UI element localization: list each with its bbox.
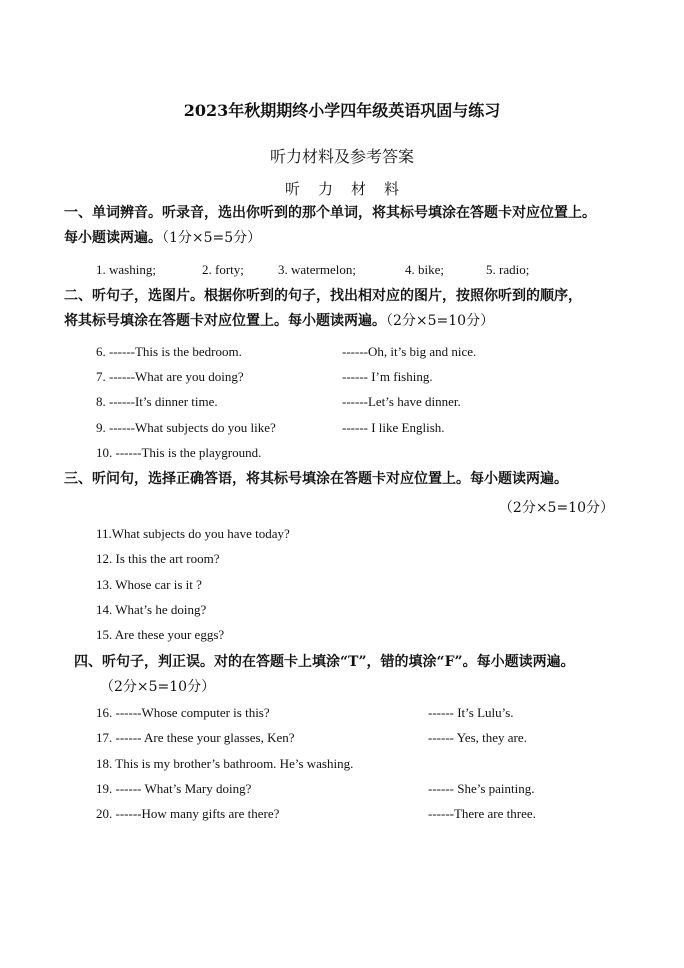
word-5: 5. radio; (486, 262, 530, 277)
section-2-score: （2分×5=10分） (386, 313, 495, 329)
section-3-score: （2分×5=10分） (498, 500, 614, 516)
answer-20: ------There are three. (428, 806, 536, 821)
word-1: 1. washing; (96, 262, 156, 277)
question-13: 13. Whose car is it ? (96, 577, 202, 592)
question-11: 11.What subjects do you have today? (96, 526, 290, 541)
answer-7: ------ I’m fishing. (342, 369, 433, 384)
section-1-label: 一、单词辨音。听录音，选出你听到的那个单词，将其标号填涂在答题卡对应位置上。 每小题读两遍。（1分×5=5分） (64, 205, 596, 246)
question-14: 14. What’s he doing? (96, 602, 207, 617)
word-4: 4. bike; (405, 262, 444, 277)
answer-9: ------ I like English. (342, 420, 445, 435)
page-subtitle: 听力材料及参考答案 (269, 147, 414, 166)
question-19: 19. ------ What’s Mary doing? (96, 781, 252, 796)
question-7: 7. ------What are you doing? (96, 369, 244, 384)
answer-8: ------Let’s have dinner. (342, 394, 461, 409)
question-6: 6. ------This is the bedroom. (96, 344, 242, 359)
answer-19: ------ She’s painting. (428, 781, 535, 796)
section-heading: 听力材料 (284, 180, 417, 198)
section-4-label: 四、听句子，判正误。对的在答题卡上填涂“T”，错的填涂“F”。每小题读两遍。 (74, 654, 575, 670)
question-12: 12. Is this the art room? (96, 551, 220, 566)
word-3: 3. watermelon; (278, 262, 356, 277)
question-20: 20. ------How many gifts are there? (96, 806, 280, 821)
question-15: 15. Are these your eggs? (96, 627, 225, 642)
question-9: 9. ------What subjects do you like? (96, 420, 276, 435)
question-10: 10. ------This is the playground. (96, 445, 262, 460)
question-17: 17. ------ Are these your glasses, Ken? (96, 730, 295, 745)
answer-17: ------ Yes, they are. (428, 730, 527, 745)
question-18: 18. This is my brother’s bathroom. He’s washing. (96, 756, 354, 771)
question-16: 16. ------Whose computer is this? (96, 705, 270, 720)
page-title: 2023年秋期期终小学四年级英语巩固与练习 (183, 101, 501, 120)
section-1-score: （1分×5=5分） (162, 230, 262, 246)
section-3-label: 三、听问句，选择正确答语，将其标号填涂在答题卡对应位置上。每小题读两遍。 (64, 471, 568, 487)
section-4-score: （2分×5=10分） (100, 679, 216, 695)
question-8: 8. ------It’s dinner time. (96, 394, 218, 409)
answer-6: ------Oh, it’s big and nice. (342, 344, 477, 359)
word-2: 2. forty; (202, 262, 244, 277)
answer-16: ------ It’s Lulu’s. (428, 705, 514, 720)
section-2-label: 二、听句子，选图片。根据你听到的句子，找出相对应的图片，按照你听到的顺序， 将其标号填涂在答题卡对应位置上。每小题读两遍。（2分×5=10分） (64, 288, 582, 329)
